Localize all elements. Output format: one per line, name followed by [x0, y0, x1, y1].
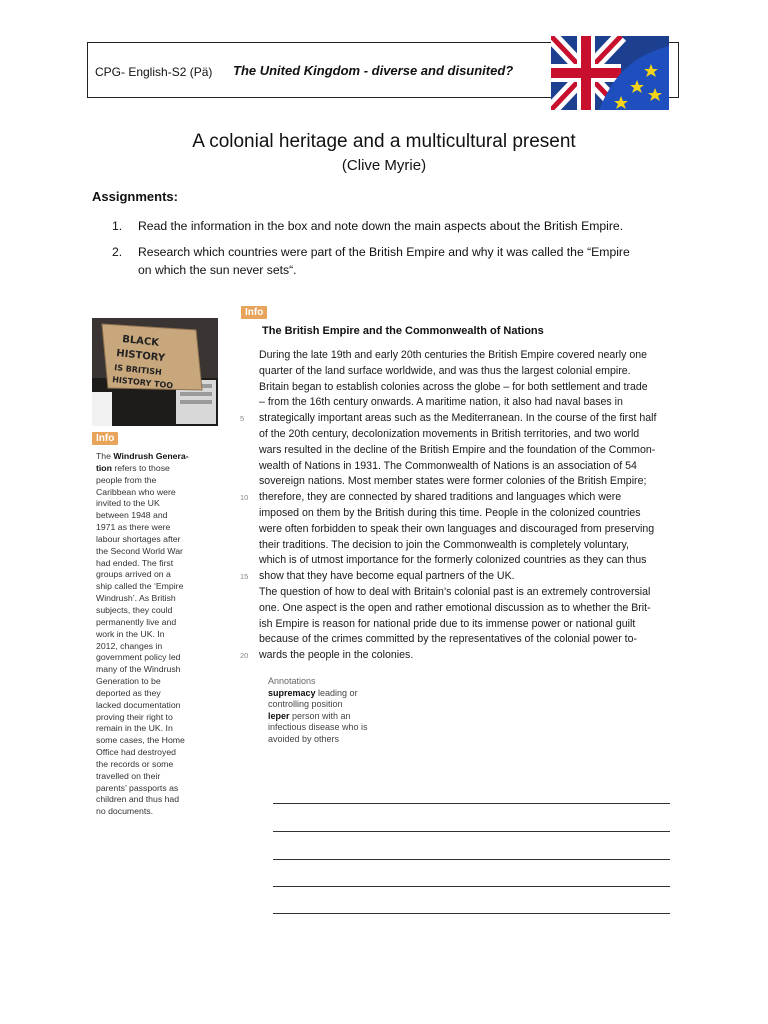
side-line: some cases, the Home — [96, 735, 185, 746]
topic-title: The United Kingdom - diverse and disunited? — [233, 63, 514, 78]
side-line: Generation to be — [96, 676, 161, 687]
answer-line[interactable] — [273, 913, 670, 914]
text-line: of the 20th century, decolonization movements in British territories, and two world — [259, 428, 640, 440]
main-info-heading: The British Empire and the Commonwealth of Nations — [262, 325, 544, 337]
annotation-term: leper — [268, 710, 290, 721]
windrush-info-text — [96, 451, 206, 818]
side-line: children and thus had — [96, 794, 180, 805]
text-line: wards the people in the colonies. — [259, 649, 414, 662]
annotation-line: leper person with an — [268, 710, 351, 721]
black-history-photo — [92, 318, 218, 426]
answer-line[interactable] — [273, 831, 670, 832]
text-line: During the late 19th and early 20th centuries the British Empire covered nearly one — [259, 349, 648, 361]
side-line: tion refers to those — [96, 462, 170, 473]
text-line: strategically important areas such as the Mediterranean. In the course of the first half — [259, 412, 657, 425]
side-line: The Windrush Genera- — [96, 451, 189, 461]
sign-line: BLACK — [121, 334, 160, 349]
side-line: work in the UK. In — [96, 628, 165, 639]
windrush-term-cont: tion — [96, 462, 112, 473]
side-line: permanently live and — [96, 616, 177, 627]
main-info-tag: Info — [241, 306, 267, 319]
assignment-text: on which the sun never sets“. — [138, 263, 297, 277]
side-line: invited to the UK — [96, 498, 160, 509]
annotation-line: avoided by others — [268, 733, 340, 744]
assignment-text: Read the information in the box and note down the main aspects about the British Empire. — [138, 219, 624, 233]
side-line: people from the — [96, 474, 157, 485]
sign-line: IS BRITISH — [113, 363, 163, 377]
text-line: because of the crimes committed by the representatives of the colonial power to- — [259, 633, 638, 646]
text-line: their traditions. The decision to join the Commonwealth is completely voluntary, — [259, 538, 629, 551]
assignment-number: 2. — [112, 245, 123, 259]
annotations-box — [268, 676, 368, 745]
line-number: 10 — [240, 493, 249, 502]
side-line: government policy led — [96, 652, 181, 663]
side-line: the Second World War — [96, 545, 183, 556]
side-line: lacked documentation — [96, 699, 181, 710]
side-line: 1971 as there were — [96, 522, 171, 533]
side-info-tag: Info — [92, 432, 118, 445]
side-line: labour shortages after — [96, 533, 181, 544]
side-line: many of the Windrush — [96, 664, 181, 675]
page-subtitle: (Clive Myrie) — [341, 157, 427, 174]
side-line: Office had destroyed — [96, 747, 177, 758]
text-line: wealth of Nations in 1931. The Commonwealth of Nations is an association of 54 — [259, 459, 637, 472]
side-line: Windrush’. As British — [96, 593, 176, 604]
text-line: ish Empire is reason for national pride due to its immense power or national guilt — [259, 617, 636, 630]
sign-line: HISTORY — [115, 348, 166, 365]
text-line: one. One aspect is the open and rather emotional discussion as to whether the Brit- — [259, 601, 651, 614]
assignment-number: 1. — [112, 219, 123, 233]
side-line: no documents. — [96, 806, 153, 817]
flag-graphic — [551, 36, 669, 110]
text-line: which is of utmost importance for the formerly colonized countries as they can thus — [259, 554, 647, 567]
side-line: Caribbean who were — [96, 486, 176, 497]
text-line: Britain began to establish colonies across the globe – for both settlement and trade — [259, 380, 648, 393]
annotation-line: infectious disease who is — [268, 722, 368, 732]
course-label: CPG- English-S2 (Pä) — [95, 65, 213, 79]
text-line: quarter of the land surface worldwide, and was thus the largest colonial empire. — [259, 364, 631, 377]
photo-graphic — [92, 318, 218, 426]
side-line: ship called the ‘Empire — [96, 581, 184, 592]
side-line: had ended. The first — [96, 557, 174, 568]
side-line: deported as they — [96, 687, 161, 698]
side-line: 2012, changes in — [96, 640, 163, 651]
line-number: 20 — [240, 651, 249, 660]
sign-line: HISTORY TOO — [111, 375, 174, 391]
annotation-line: controlling position — [268, 699, 343, 709]
side-line: remain in the UK. In — [96, 723, 173, 734]
side-line: groups arrived on a — [96, 569, 171, 580]
side-line: the records or some — [96, 758, 174, 769]
side-line: subjects, they could — [96, 604, 173, 615]
text-line: – from the 16th century onwards. A maritime nation, it also had naval bases in — [259, 396, 623, 409]
text-line: sovereign nations. Most member states were former colonies of the British Empire; — [259, 475, 647, 488]
annotation-term: supremacy — [268, 687, 316, 698]
text-line: The question of how to deal with Britain’s colonial past is an extremely controversial — [259, 586, 651, 598]
text-line: show that they have become equal partners of the UK. — [259, 570, 515, 583]
line-number: 15 — [240, 572, 249, 581]
annotations-heading: Annotations — [268, 676, 316, 686]
side-line: parents’ passports as — [96, 782, 179, 793]
assignments-heading: Assignments: — [92, 189, 178, 204]
side-line: travelled on their — [96, 770, 161, 781]
page-title: A colonial heritage and a multicultural present — [192, 131, 576, 152]
assignment-text: Research which countries were part of the British Empire and why it was called the “Empire — [138, 245, 630, 259]
windrush-term: Windrush Genera- — [113, 451, 189, 461]
text-line: imposed on them by the British during this time. People in the colonized countries — [259, 507, 641, 519]
answer-line[interactable] — [273, 803, 670, 804]
uk-eu-flag-image — [551, 36, 669, 110]
annotation-line: supremacy leading or — [268, 687, 358, 698]
text-line: therefore, they are connected by shared traditions and languages which were — [259, 491, 622, 504]
side-line: between 1948 and — [96, 510, 168, 521]
answer-line[interactable] — [273, 859, 670, 860]
text-line: wars resulted in the decline of the British Empire and the foundation of the Common- — [259, 443, 656, 456]
side-line: proving their right to — [96, 711, 173, 722]
answer-line[interactable] — [273, 886, 670, 887]
line-number: 5 — [240, 414, 245, 423]
text-line: were often forbidden to speak their own languages and discouraged from preserving — [259, 522, 655, 535]
